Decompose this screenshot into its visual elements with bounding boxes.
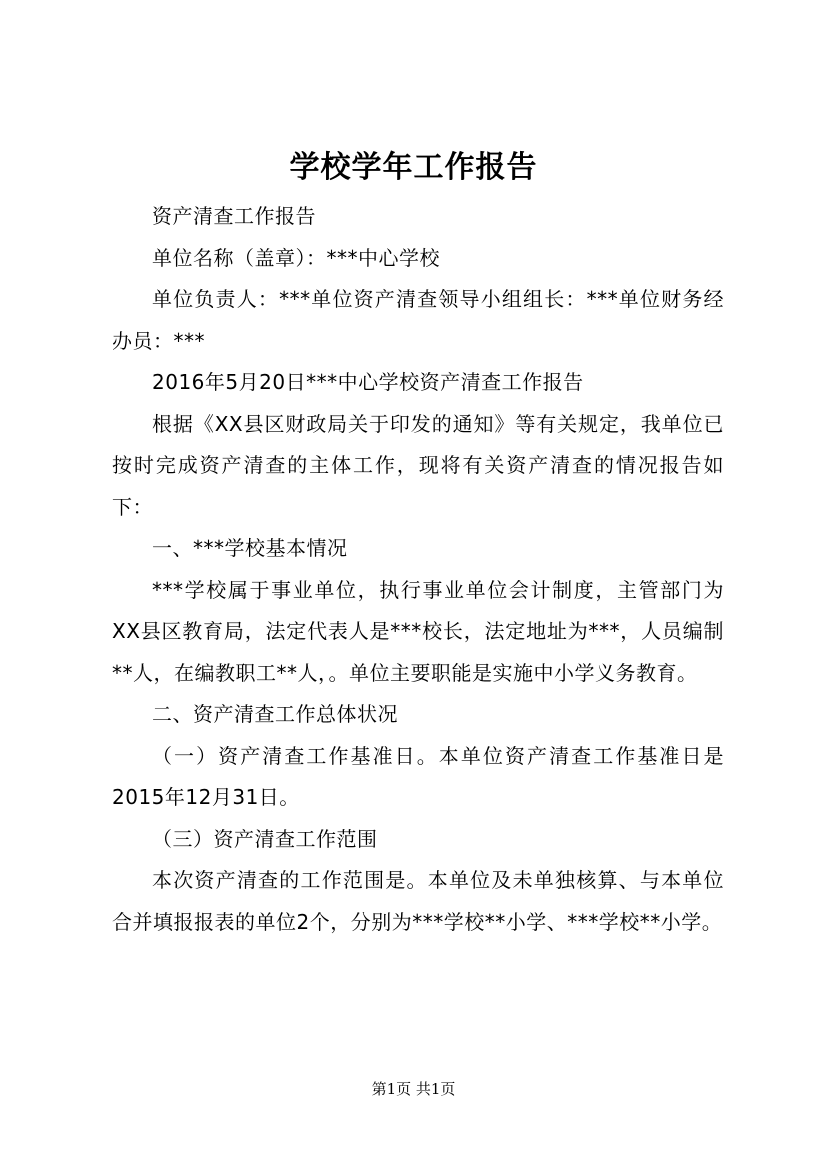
subsection-heading-scope: （三）资产清查工作范围 [152,826,378,851]
paragraph-responsible-persons: 单位负责人：***单位资产清查领导小组组长：***单位财务经办员：*** [112,287,724,353]
paragraph-scope: 本次资产清查的工作范围是。本单位及未单独核算、与本单位合并填报报表的单位2个，分别为***学校**小学、***学校**小学。 [112,868,724,934]
paragraph-unit-name: 单位名称（盖章）：***中心学校 [152,245,440,270]
section-heading-overall-status: 二、资产清查工作总体状况 [152,702,398,726]
paragraph-introduction: 根据《XX县区财政局关于印发的通知》等有关规定，我单位已按时完成资产清查的主体工作，现将有关资产清查的情况报告如下： [112,411,724,519]
paragraph-basic-info: ***学校属于事业单位，执行事业单位会计制度，主管部门为XX县区教育局，法定代表人是***校长，法定地址为***，人员编制**人，在编教职工**人，。单位主要职能是实施中小学义务教育。 [112,577,724,685]
paragraph-base-date: （一）资产清查工作基准日。本单位资产清查工作基准日是2015年12月31日。 [112,743,724,809]
paragraph-report-date: 2016年5月20日***中心学校资产清查工作报告 [152,370,584,394]
document-body [112,196,724,943]
document-title: 学校学年工作报告 [289,150,538,185]
page-number-footer: 第1页 共1页 [371,1080,456,1098]
paragraph-report-heading: 资产清查工作报告 [152,204,316,228]
section-heading-basic-info: 一、***学校基本情况 [152,536,348,560]
